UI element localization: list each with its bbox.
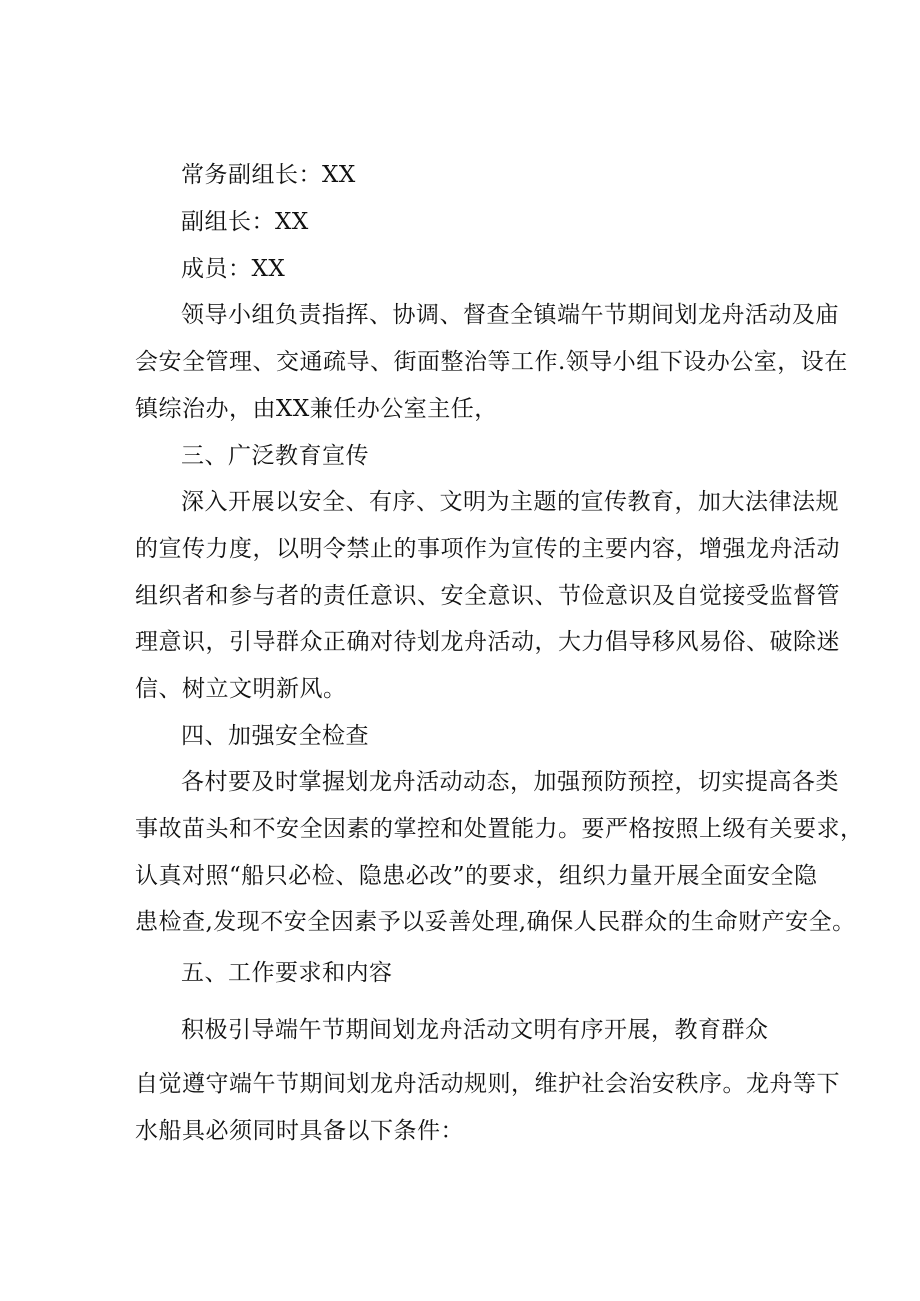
paragraph-inspection-line-3: 认真对照“船只必检、隐患必改”的要求，组织力量开展全面安全隐 xyxy=(135,863,818,889)
paragraph-education-line-3: 组织者和参与者的责任意识、安全意识、节俭意识及自觉接受监督管 xyxy=(135,583,840,609)
section-heading-3: 三、广泛教育宣传 xyxy=(181,443,369,469)
paragraph-leadership-line-3: 镇综治办，由XX兼任办公室主任， xyxy=(135,396,498,422)
section-heading-5: 五、工作要求和内容 xyxy=(181,960,393,986)
members-line: 成员：XX xyxy=(181,256,286,282)
section-heading-4: 四、加强安全检查 xyxy=(181,723,369,749)
paragraph-requirements-line-3: 水船具必须同时具备以下条件： xyxy=(135,1118,464,1144)
paragraph-requirements-line-1: 积极引导端午节期间划龙舟活动文明有序开展，教育群众 xyxy=(181,1017,769,1043)
paragraph-inspection-line-1: 各村要及时掌握划龙舟活动动态，加强预防预控，切实提高各类 xyxy=(181,769,839,795)
paragraph-leadership-line-1: 领导小组负责指挥、协调、督查全镇端午节期间划龙舟活动及庙 xyxy=(181,302,839,328)
paragraph-inspection-line-4: 患检查,发现不安全因素予以妥善处理,确保人民群众的生命财产安全。 xyxy=(135,909,856,935)
paragraph-education-line-1: 深入开展以安全、有序、文明为主题的宣传教育，加大法律法规 xyxy=(181,489,839,515)
paragraph-education-line-2: 的宣传力度，以明令禁止的事项作为宣传的主要内容，增强龙舟活动 xyxy=(135,536,840,562)
deputy-leader-line: 副组长：XX xyxy=(181,209,309,235)
paragraph-requirements-line-2: 自觉遵守端午节期间划龙舟活动规则，维护社会治安秩序。龙舟等下 xyxy=(135,1071,840,1097)
paragraph-education-line-4: 理意识，引导群众正确对待划龙舟活动，大力倡导移风易俗、破除迷 xyxy=(135,629,840,655)
executive-deputy-leader-line: 常务副组长：XX xyxy=(181,162,356,188)
paragraph-leadership-line-2: 会安全管理、交通疏导、街面整治等工作.领导小组下设办公室，设在 xyxy=(135,349,848,375)
paragraph-education-line-5: 信、树立文明新风。 xyxy=(135,676,347,702)
paragraph-inspection-line-2: 事故苗头和不安全因素的掌控和处置能力。要严格按照上级有关要求， xyxy=(135,816,864,842)
